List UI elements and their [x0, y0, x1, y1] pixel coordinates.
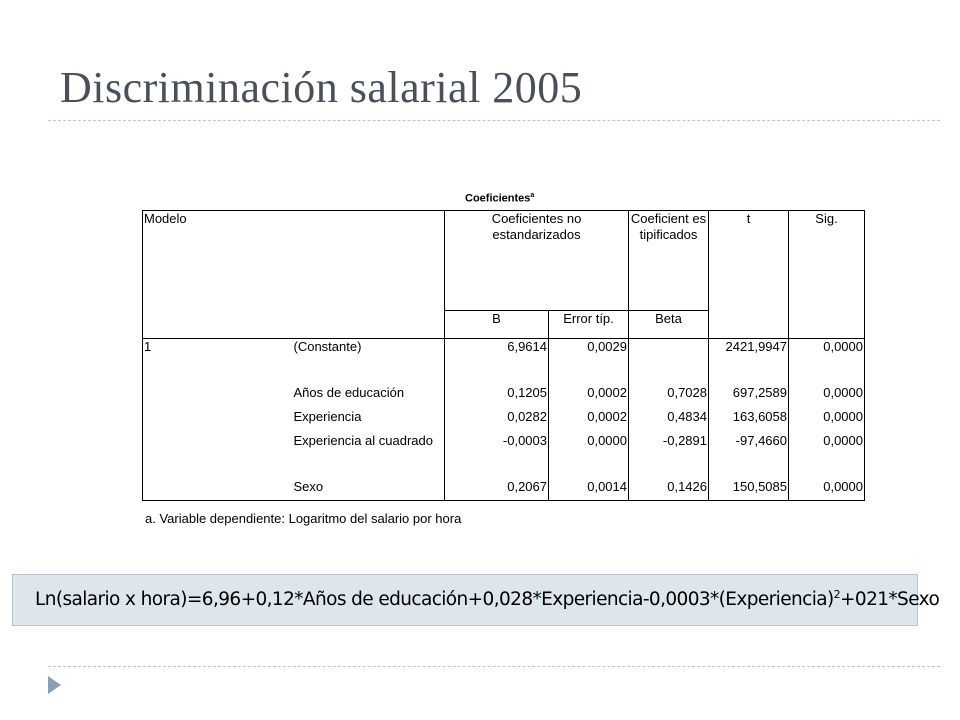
cell-b: 0,0282 — [445, 409, 549, 433]
row-label: Años de educación — [293, 385, 445, 409]
cell-t: 163,6058 — [709, 409, 789, 433]
header-b: B — [445, 311, 549, 339]
table-row — [143, 479, 865, 501]
cell-t: 2421,9947 — [709, 339, 789, 385]
cell-sig: 0,0000 — [789, 385, 865, 409]
cell-beta: 0,1426 — [629, 479, 709, 501]
cell-t: 150,5085 — [709, 479, 789, 501]
table-row — [143, 385, 865, 409]
header-beta: Beta — [629, 311, 709, 339]
cell-t: -97,4660 — [709, 433, 789, 479]
row-label: Sexo — [293, 479, 445, 501]
model-number: 1 — [143, 339, 293, 385]
cell-error: 0,0014 — [549, 479, 629, 501]
cell-beta — [629, 339, 709, 385]
header-error-tip: Error típ. — [549, 311, 629, 339]
cell-b: 6,9614 — [445, 339, 549, 385]
cell-b: -0,0003 — [445, 433, 549, 479]
cell-beta: -0,2891 — [629, 433, 709, 479]
header-sig: Sig. — [789, 211, 865, 339]
regression-equation — [35, 588, 939, 610]
cell-b: 0,2067 — [445, 479, 549, 501]
cell-error: 0,0029 — [549, 339, 629, 385]
cell-sig: 0,0000 — [789, 409, 865, 433]
table-row — [143, 339, 865, 385]
table-row — [143, 409, 865, 433]
cell-beta: 0,4834 — [629, 409, 709, 433]
table-row — [143, 433, 865, 479]
cell-error: 0,0002 — [549, 409, 629, 433]
cell-error: 0,0000 — [549, 433, 629, 479]
header-coef-no-estandarizados: Coeficientes no estandarizados — [445, 211, 629, 311]
cell-t: 697,2589 — [709, 385, 789, 409]
cell-beta: 0,7028 — [629, 385, 709, 409]
cell-b: 0,1205 — [445, 385, 549, 409]
equation-part-2: +021*Sexo — [840, 589, 940, 611]
table-caption — [465, 192, 534, 205]
cell-sig: 0,0000 — [789, 433, 865, 479]
slide-bullet-icon — [48, 676, 61, 694]
table-footnote: a. Variable dependiente: Logaritmo del salario por hora — [145, 511, 462, 526]
equation-exponent: 2 — [833, 588, 840, 601]
header-t: t — [709, 211, 789, 339]
equation-box — [12, 574, 940, 626]
row-label: Experiencia al cuadrado — [293, 433, 445, 479]
equation-part-1: Ln(salario x hora)=6,96+0,12*Años de educación+0,028*Experiencia-0,0003*(Experiencia) — [35, 589, 834, 611]
cell-sig: 0,0000 — [789, 479, 865, 501]
slide-title: Discriminación salarial 2005 — [60, 63, 583, 112]
coefficients-table — [142, 210, 865, 501]
row-label: Experiencia — [293, 409, 445, 433]
header-coef-tipificados: Coeficient es tipificados — [629, 211, 709, 311]
cell-error: 0,0002 — [549, 385, 629, 409]
cell-sig: 0,0000 — [789, 339, 865, 385]
title-divider — [48, 120, 940, 121]
header-modelo: Modelo — [143, 211, 445, 339]
row-label: (Constante) — [293, 339, 445, 385]
footer-divider — [48, 666, 940, 667]
table-caption-text: Coeficientes — [465, 192, 531, 205]
table-caption-superscript: a — [530, 192, 535, 199]
